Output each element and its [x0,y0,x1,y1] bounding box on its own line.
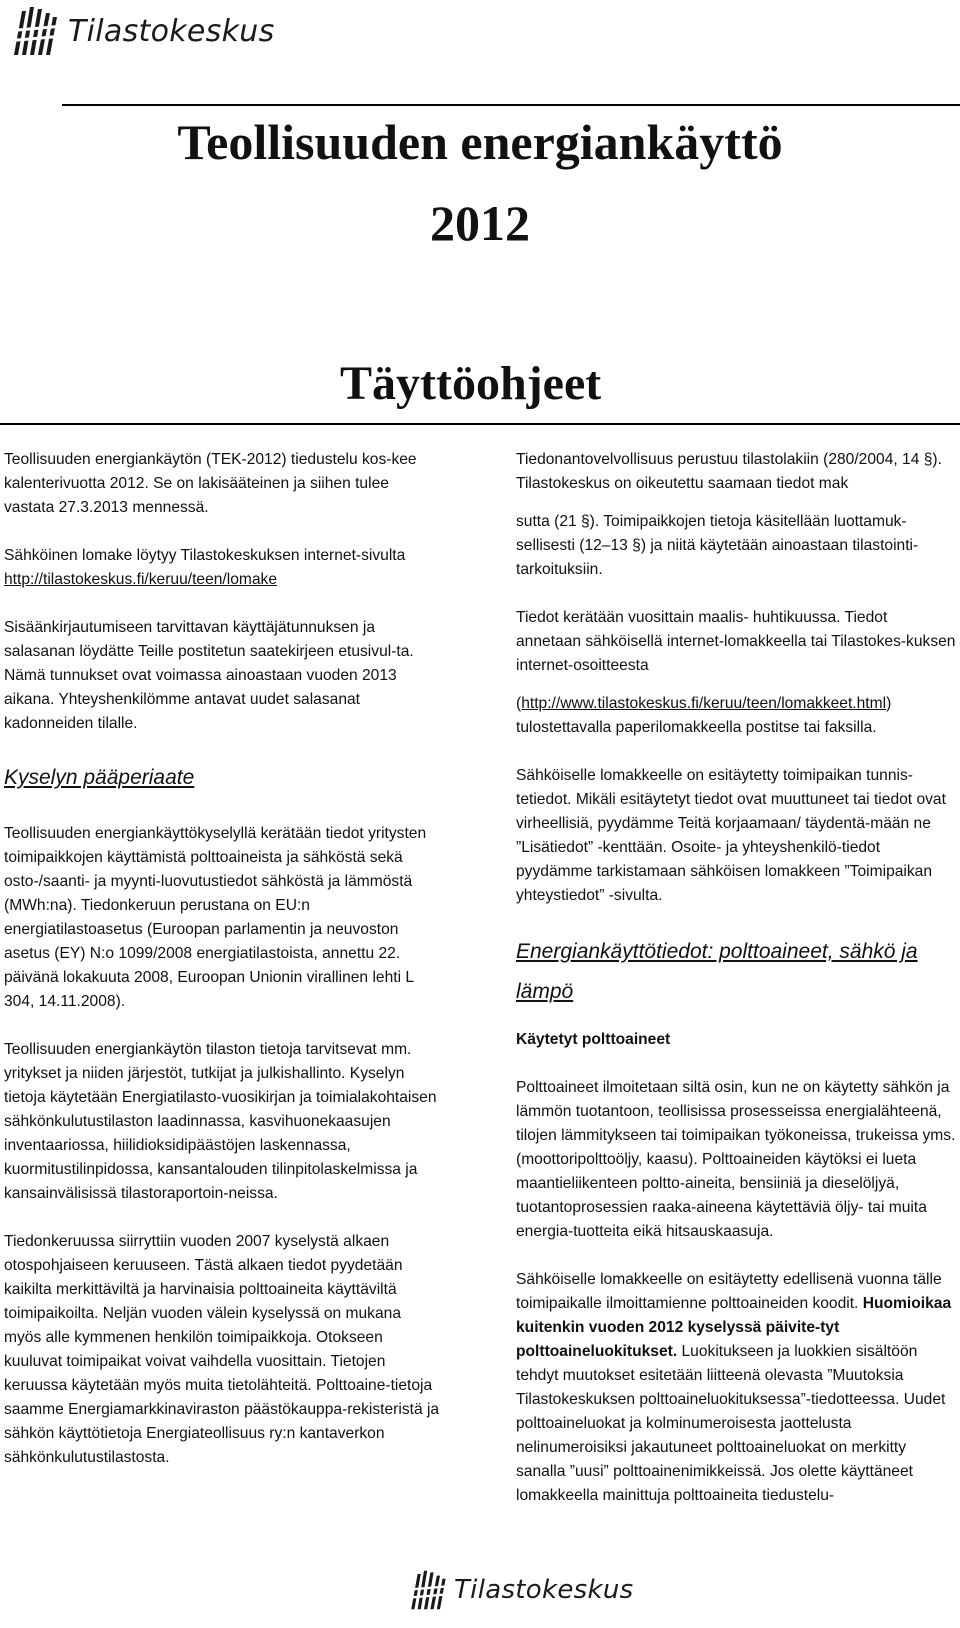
logo-wordmark: Tilastokeskus [454,1575,634,1605]
section-heading-energy: Energiankäyttötiedot: polttoaineet, sähkö ja lämpö [516,940,918,1003]
intro-paragraph: Teollisuuden energiankäytön (TEK-2012) tiedustelu kos-kee kalenterivuotta 2012. Se on lakisääteinen ja siihen tulee vastata 27.3.2013 mennessä. [4,451,417,516]
section-heading-principle: Kyselyn pääperiaate [4,766,195,789]
login-paragraph: Sisäänkirjautumiseen tarvittavan käyttäjätunnuksen ja salasanan löydätte Teille postitetun saatekirjeen etusivul-ta. Nämä tunnukset ovat voimassa ainoastaan vuoden 2013 aikana. Yhteyshenkilömme antavat uudet salasanat kadonneiden tilalle. [4,619,414,732]
obligation-paragraph: Tiedonantovelvollisuus perustuu tilastolakiin (280/2004, 14 §). Tilastokeskus on oikeutettu saamaan tiedot mak [516,451,942,492]
classification-notice: Huomioikaa kuitenkin vuoden 2012 kyselyssä päivite-tyt polttoaineluokitukset. [516,1295,952,1360]
paper-form-paragraph [516,692,956,740]
sampling-paragraph: Tiedonkeruussa siirryttiin vuoden 2007 kyselystä alkaen otospohjaiseen keruuseen. Tästä alkaen tiedot pyydetään kaikilta merkittäviltä ja harvinaisia polttoaineita käyttäviltä toimipaikoilta. Neljän vuoden välein kyselyssä on mukana myös alle kymmenen henkilön toimipaikkoja. Otokseen kuuluvat toimipaikat voivat vaihdella vuosittain. Tietojen keruussa käytetään myös muita tietolähteitä. Polttoaine-tietoja saamme Energiamarkkinaviraston päästökauppa-rekisteristä ja sähkön käyttötietoja Energiateollisuus ry:n kantaverkon sähkönkulutustilastosta. [4,1233,440,1466]
paper-form-text: tulostettavalla paperilomakkeella postitse tai faksilla. [516,719,877,736]
right-column [516,448,956,1532]
form-location-paragraph [4,544,440,592]
prefilled-paragraph: Sähköiselle lomakkeelle on esitäytetty toimipaikan tunnis-tetiedot. Mikäli esitäytetyt tiedot ovat muuttuneet tai tiedot ovat virheellisiä, pyydämme Teitä korjaamaan/ täydentä-mään ne ”Lisätiedot” -kenttään. Osoite- ja yhteyshenkilö-tiedot pyydämme tarkistamaan sähköisen lomakkeen ”Toimipaikan yhteystiedot” -sivulta. [516,767,946,904]
logo-wordmark: Tilastokeskus [68,13,275,49]
document-title: Teollisuuden energiankäyttö [177,114,783,170]
paren-open: ( [516,695,522,712]
left-column [4,448,440,1494]
heading-divider [0,423,960,425]
header-logo [10,4,275,58]
tilastokeskus-logo-icon [10,5,60,57]
confidentiality-paragraph: sutta (21 §). Toimipaikkojen tietoja käsitellään luottamuk-sellisesti (12–13 §) ja niitä käytetään ainoastaan tilastointi-tarkoituksiin. [516,513,919,578]
form-location-text: Sähköinen lomake löytyy Tilastokeskuksen internet-sivulta [4,547,406,564]
tilastokeskus-logo-icon [408,1568,448,1612]
subheading-fuels: Käytetyt polttoaineet [516,1031,671,1048]
instructions-heading: Täyttöohjeet [340,357,602,410]
top-divider [62,104,960,106]
forms-link[interactable]: http://www.tilastokeskus.fi/keruu/teen/lomakkeet.html [521,695,887,712]
fuels-paragraph: Polttoaineet ilmoitetaan siltä osin, kun ne on käytetty sähkön ja lämmön tuotantoon, teollisissa prosesseissa energialähteenä, tilojen lämmitykseen tai toimipaikan työkoneissa, trukeissa yms. (moottoripolttoöljy, kaasu). Polttoaineiden käytöksi ei lueta maantieliikenteen poltto-aineita, bensiiniä ja dieselöljyä, tuotantoprosessien raaka-aineena käytettäviä öljy- tai muita energia-tuotteita eikä hitsauskaasuja. [516,1079,956,1240]
principle-paragraph: Teollisuuden energiankäyttökyselyllä kerätään tiedot yritysten toimipaikkojen käyttämistä polttoaineista ja sähköstä sekä osto-/saanti- ja myynti-luovutustiedot sähköstä ja lämmöstä (MWh:na). Tiedonkeruun perustana on EU:n energiatilastoasetus (Euroopan parlamentin ja neuvoston asetus (EY) N:o 1099/2008 energiatilastoista, annettu 22. päivänä lokakuuta 2008, Euroopan Unionin virallinen lehti L 304, 14.11.2008). [4,825,427,1010]
classification-paragraph [516,1268,956,1508]
paren-close: ) [886,695,892,712]
users-paragraph: Teollisuuden energiankäytön tilaston tietoja tarvitsevat mm. yritykset ja niiden järjestöt, tutkijat ja julkishallinto. Kyselyn tietoja käytetään Energiatilasto-vuosikirjan ja toimialakohtaisen sähkönkulutustilaston laadinnassa, kasvihuonekaasujen inventaariossa, hiilidioksidipäästöjen laskennassa, kuormitustilinpidossa, kansantalouden tilinpitolaskelmissa ja kansainvälisissä tilastoraportoin-neissa. [4,1041,437,1202]
classification-text-b: Luokitukseen ja luokkien sisältöön tehdyt muutokset esitetään liitteenä olevasta ”Muutoksia Tilastokeskuksen polttoaineluokituksessa”-tiedotteessa. Uudet polttoaineluokat ja kolminumeroisesta jaottelusta nelinumeroisiksi jakautuneet polttoaineluokat on merkitty sanalla ”uusi” polttoainenimikkeissä. Jos olette käyttäneet lomakkeella mainittuja polttoaineita tiedustelu- [516,1343,946,1504]
form-link[interactable]: http://tilastokeskus.fi/keruu/teen/lomake [4,571,278,588]
document-year: 2012 [430,195,530,251]
collection-paragraph: Tiedot kerätään vuosittain maalis- huhtikuussa. Tiedot annetaan sähköisellä internet-lomakkeella tai Tilastokes-kuksen internet-osoitteesta [516,609,956,674]
classification-text-a: Sähköiselle lomakkeelle on esitäytetty edellisenä vuonna tälle toimipaikalle ilmoittamienne polttoaineiden koodit. [516,1271,942,1312]
footer-logo [408,1566,634,1614]
